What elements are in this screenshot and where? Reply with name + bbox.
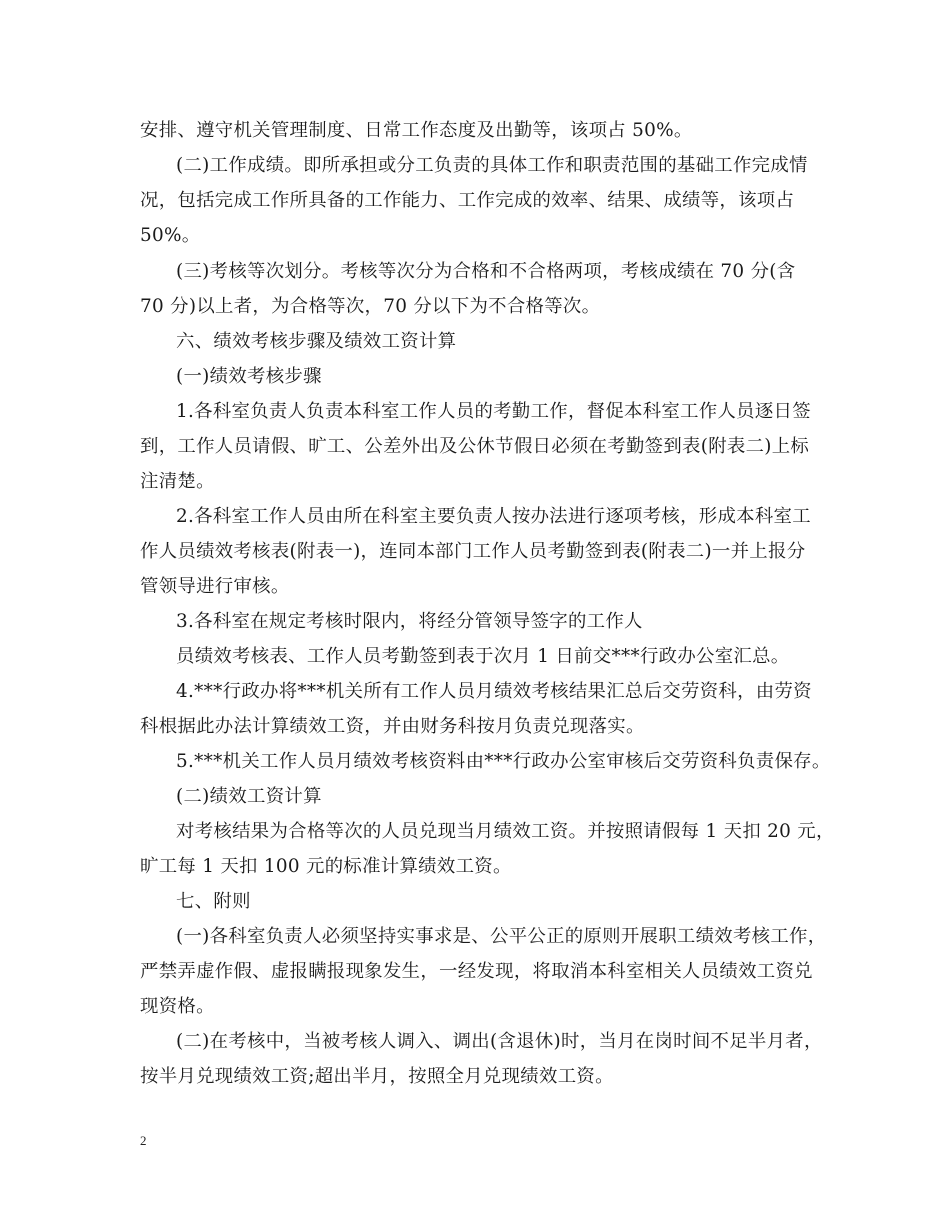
text-line: 对考核结果为合格等次的人员兑现当月绩效工资。并按照请假每 1 天扣 20 元，	[176, 821, 835, 842]
text-line: 员绩效考核表、工作人员考勤签到表于次月 1 日前交***行政办公室汇总。	[176, 646, 790, 667]
text-line: 按半月兑现绩效工资;超出半月，按照全月兑现绩效工资。	[140, 1066, 614, 1087]
section-heading: 六、绩效考核步骤及绩效工资计算	[176, 331, 457, 352]
text-line: 科根据此办法计算绩效工资，并由财务科按月负责兑现落实。	[140, 716, 645, 737]
text-line: 2.各科室工作人员由所在科室主要负责人按办法进行逐项考核，形成本科室工	[176, 506, 811, 527]
section-heading: 七、附则	[176, 891, 251, 912]
text-line: (三)考核等次划分。考核等次分为合格和不合格两项，考核成绩在 70 分(含	[176, 261, 796, 282]
text-line: 3.各科室在规定考核时限内，将经分管领导签字的工作人	[176, 611, 643, 632]
text-line: 70 分)以上者，为合格等次，70 分以下为不合格等次。	[140, 296, 601, 317]
text-line: (一)各科室负责人必须坚持实事求是、公平公正的原则开展职工绩效考核工作，	[176, 926, 827, 947]
text-line: (二)在考核中，当被考核人调入、调出(含退休)时，当月在岗时间不足半月者，	[176, 1031, 823, 1052]
page-number: 2	[140, 1133, 147, 1148]
text-line: 现资格。	[140, 996, 215, 1017]
text-line: 安排、遵守机关管理制度、日常工作态度及出勤等，该项占 50%。	[140, 120, 693, 141]
text-line: (二)工作成绩。即所承担或分工负责的具体工作和职责范围的基础工作完成情	[176, 155, 808, 176]
text-line: 况，包括完成工作所具备的工作能力、工作完成的效率、结果、成绩等，该项占	[140, 190, 795, 211]
text-line: 旷工每 1 天扣 100 元的标准计算绩效工资。	[140, 856, 512, 877]
text-line: 作人员绩效考核表(附表一)，连同本部门工作人员考勤签到表(附表二)一并上报分	[140, 541, 806, 562]
text-line: 50%。	[140, 225, 201, 246]
text-line: 4.***行政办将***机关所有工作人员月绩效考核结果汇总后交劳资科，由劳资	[176, 681, 812, 702]
text-line: 5.***机关工作人员月绩效考核资料由***行政办公室审核后交劳资科负责保存。	[176, 751, 831, 772]
text-line: 严禁弄虚作假、虚报瞒报现象发生，一经发现，将取消本科室相关人员绩效工资兑	[140, 961, 813, 982]
text-line: 1.各科室负责人负责本科室工作人员的考勤工作，督促本科室工作人员逐日签	[176, 401, 811, 422]
text-line: 注清楚。	[140, 471, 215, 492]
subsection-heading: (二)绩效工资计算	[176, 786, 322, 807]
text-line: 到，工作人员请假、旷工、公差外出及公休节假日必须在考勤签到表(附表二)上标	[140, 436, 810, 457]
subsection-heading: (一)绩效考核步骤	[176, 366, 322, 387]
text-line: 管领导进行审核。	[140, 576, 290, 597]
